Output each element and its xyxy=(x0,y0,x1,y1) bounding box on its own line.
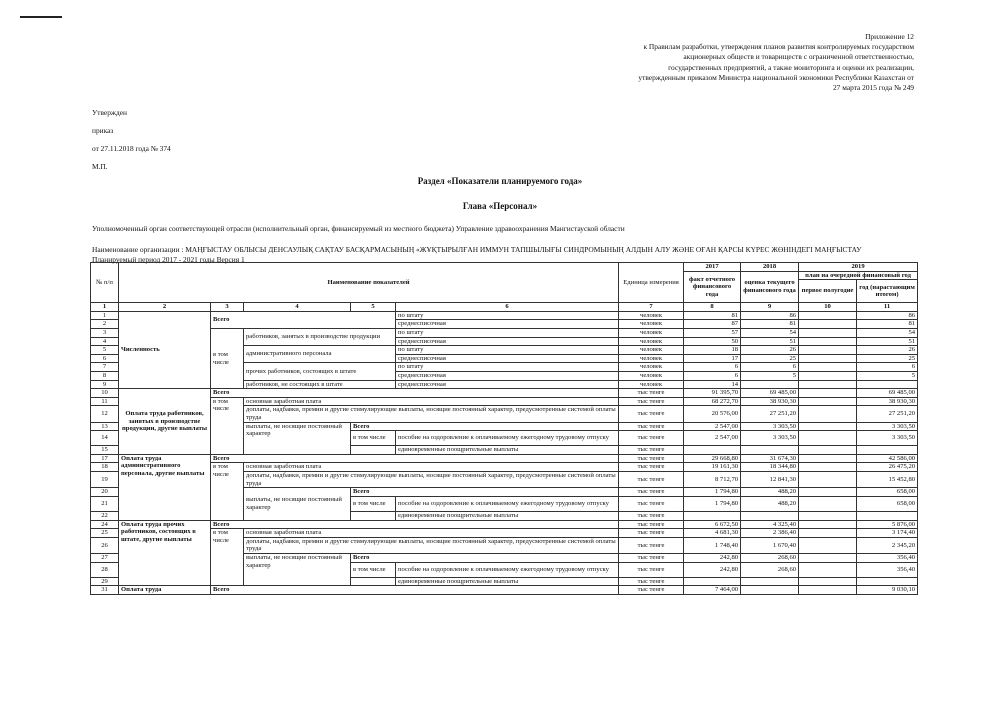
table-row: 11 в том числе основная заработная плата тыс тенге 68 272,70 38 930,30 38 930,30 xyxy=(91,397,918,406)
personnel-table xyxy=(90,262,918,595)
approval-block xyxy=(92,104,171,176)
table-row: 13 выплаты, не носящие постоянный характер Всего тыс тенге 2 547,00 3 303,50 3 303,50 xyxy=(91,422,918,431)
table-row: 8 среднесписочная человек 6 5 5 xyxy=(91,371,918,380)
organization-line: Наименование организации : МАҢҒЫСТАУ ОБЛЫСЫ ДЕНСАУЛЫҚ САҚТАУ БАСҚАРМАСЫНЫҢ «ЖҰҚТЫРЫЛҒАН ИММУН ТАПШЫЛЫҒЫ СИНДРОМЫНЫҢ АЛДЫН АЛУ ЖӘНЕ ОҒАН ҚАРСЫ КҮРЕС ЖӨНІНДЕГІ МАҢҒЫСТАУ xyxy=(92,245,862,254)
header-plan: план на очередной финансовый год xyxy=(799,271,918,280)
decorative-dash xyxy=(20,16,62,18)
pay-prod-label: Оплата труда работников, занятых в производстве продукции, другие выплаты xyxy=(119,389,211,455)
header-num: № п/п xyxy=(91,263,119,303)
table-row: 22 единовременные поощрительные выплаты тыс тенге xyxy=(91,512,918,521)
authority-line: Уполномоченный орган соответствующей отрасли (исполнительный орган, финансируемый из местного бюджета) Управление здравоохранения Мангистауской области xyxy=(92,224,625,233)
chapter-title: Глава «Персонал» xyxy=(462,201,538,211)
header-name: Наименование показателей xyxy=(119,263,619,303)
table-row: 20 выплаты, не носящие постоянный характер Всего тыс тенге 1 794,80 488,20 658,00 xyxy=(91,488,918,497)
header-full-year: год (нарастающим итогом) xyxy=(857,280,918,303)
section-title: Раздел «Показатели планируемого года» xyxy=(417,176,583,186)
table-row: 1 Численность Всего по штату человек 81 86 86 xyxy=(91,311,918,320)
table-row: 25 в том числе основная заработная плата тыс тенге 4 681,30 2 386,40 3 174,40 xyxy=(91,529,918,538)
table-row: 21 в том числе пособие на оздоровление к оплачиваемому ежегодному трудовому отпуску тыс тенге 1 794,80 488,20 658,00 xyxy=(91,496,918,511)
header-year-2018: 2018 xyxy=(741,263,799,272)
table-row: 17 Оплата труда административного персонала, другие выплаты Всего тыс тенге 29 668,80 31 674,30 42 586,00 xyxy=(91,454,918,463)
table-row: 14 в том числе пособие на оздоровление к оплачиваемому ежегодному трудовому отпуску тыс тенге 2 547,00 3 303,50 3 303,50 xyxy=(91,431,918,446)
table-row: 7 прочих работников, состоящих в штате по штату человек 6 6 6 xyxy=(91,363,918,372)
header-half: первое полугодие xyxy=(799,280,857,303)
chislennost-label: Численность xyxy=(119,311,211,388)
order-date: от 27.11.2018 года № 374 xyxy=(92,144,171,153)
pay-other-label: Оплата труда прочих работников, состоящих в штате, другие выплаты xyxy=(119,520,211,586)
table-row: 31 Оплата труда Всего тыс тенге 7 464,00 9 030,10 xyxy=(91,586,918,595)
table-row: 12 доплаты, надбавки, премии и другие стимулирующие выплаты, носящие постоянный характер, предусмотренные системой оплаты труда тыс тенге 20 576,00 27 251,20 27 251,20 xyxy=(91,406,918,422)
table-row: 3 в том числе работников, занятых в производстве продукции по штату человек 57 54 54 xyxy=(91,328,918,337)
table-row: 5 административного персонала по штату человек 18 26 26 xyxy=(91,346,918,355)
header-year-2019: 2019 xyxy=(799,263,918,272)
approved-label: Утвержден xyxy=(92,108,127,117)
pay-admin-label: Оплата труда административного персонала, другие выплаты xyxy=(119,454,211,520)
table-row: 15 единовременные поощрительные выплаты тыс тенге xyxy=(91,446,918,455)
table-row: 9 работников, не состоящих в штате среднесписочная человек 14 xyxy=(91,380,918,389)
header-year-2017: 2017 xyxy=(684,263,741,272)
mp-label: М.П. xyxy=(92,162,108,171)
table-row: 4 среднесписочная человек 50 51 51 xyxy=(91,337,918,346)
appendix-note: Приложение 12 к Правилам разработки, утверждения планов развития контролируемых государством акционерных обществ и товариществ с ограниченной ответственностью, государственных предприятий, а также мониторинга и оценки их реализации, утвержденным приказом Министра национальной экономики Республики Казахстан от 27 марта 2015 года № 249 xyxy=(638,32,914,93)
table-row: 10 Оплата труда работников, занятых в производстве продукции, другие выплаты Всего тыс тенге 91 395,70 69 485,00 69 485,00 xyxy=(91,389,918,398)
period-line: Планируемый период 2017 - 2021 годы Версия 1 xyxy=(92,255,245,264)
table-row: 27 выплаты, не носящие постоянный характер Всего тыс тенге 242,80 268,60 356,40 xyxy=(91,554,918,563)
table-row: 24 Оплата труда прочих работников, состоящих в штате, другие выплаты Всего тыс тенге 6 672,50 4 325,40 5 876,00 xyxy=(91,520,918,529)
header-fact: факт отчетного финансового года xyxy=(684,271,741,303)
table-row: 28 в том числе пособие на оздоровление к оплачиваемому ежегодному трудовому отпуску тыс тенге 242,80 268,60 356,40 xyxy=(91,562,918,577)
table-body xyxy=(91,311,918,594)
order-label: приказ xyxy=(92,126,114,135)
table-row: 18 в том числе основная заработная плата тыс тенге 19 161,30 18 344,80 26 475,20 xyxy=(91,463,918,472)
table-row: 2 среднесписочная человек 87 81 81 xyxy=(91,320,918,329)
table-row: 6 среднесписочная человек 17 25 25 xyxy=(91,354,918,363)
table-row: 19 доплаты, надбавки, премии и другие стимулирующие выплаты, носящие постоянный характер, предусмотренные системой оплаты труда тыс тенге 8 712,70 12 841,30 15 452,80 xyxy=(91,472,918,488)
table-header: № п/п Наименование показателей Единица измерения 2017 2018 2019 факт отчетного финансового года оценка текущего финансового года план на очередной финансовый год первое полугодие год (нарастающим итогом) 1 2 3 4 5 6 7 8 9 10 11 xyxy=(91,263,918,312)
table-row: 29 единовременные поощрительные выплаты тыс тенге xyxy=(91,577,918,586)
header-unit: Единица измерения xyxy=(619,263,684,303)
table-row: 26 доплаты, надбавки, премии и другие стимулирующие выплаты, носящие постоянный характер, предусмотренные системой оплаты труда тыс тенге 1 748,40 1 670,40 2 345,20 xyxy=(91,537,918,553)
header-estimate: оценка текущего финансового года xyxy=(741,271,799,303)
